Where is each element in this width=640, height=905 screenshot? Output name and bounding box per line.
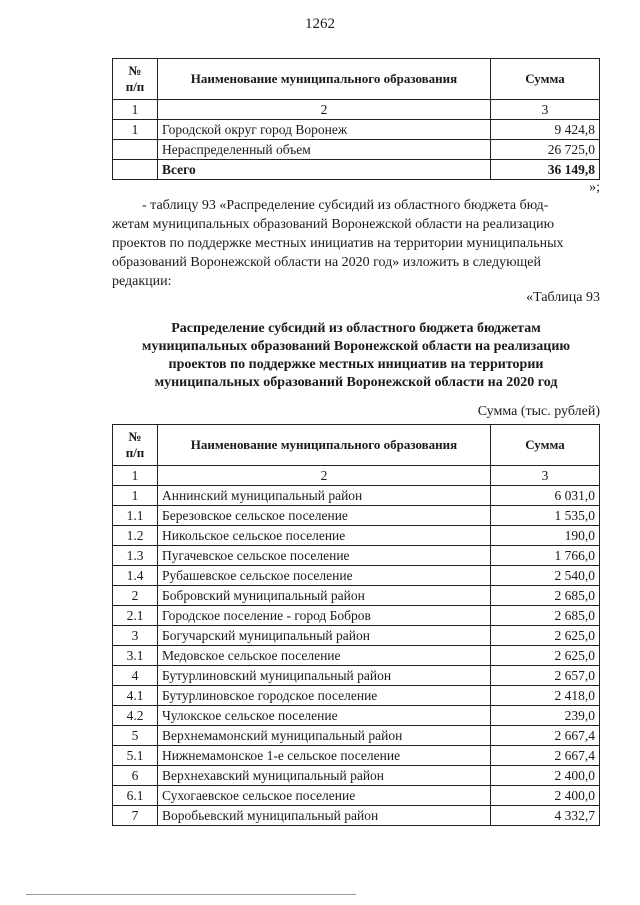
- table-row: [113, 706, 600, 726]
- table-header-row: [113, 425, 600, 466]
- row-sum: 2 667,4: [491, 746, 600, 766]
- table-row: [113, 546, 600, 566]
- row-number: 1.2: [113, 526, 158, 546]
- row-name: Городское поселение - город Бобров: [158, 606, 491, 626]
- row-number: 3.1: [113, 646, 158, 666]
- row-sum: 4 332,7: [491, 806, 600, 826]
- row-name: Бутурлиновское городское поселение: [158, 686, 491, 706]
- table-label: «Таблица 93: [526, 290, 600, 305]
- row-number: 1: [113, 120, 158, 140]
- table-row: [113, 486, 600, 506]
- row-number: 6.1: [113, 786, 158, 806]
- table-row: [113, 786, 600, 806]
- row-sum: 6 031,0: [491, 486, 600, 506]
- total-row: [113, 160, 600, 180]
- row-sum: 2 625,0: [491, 646, 600, 666]
- closing-mark: »;: [589, 180, 600, 195]
- row-sum: 2 418,0: [491, 686, 600, 706]
- index-cell: 3: [491, 466, 600, 486]
- table-title: [112, 320, 600, 392]
- table-row: [113, 526, 600, 546]
- row-name: Никольское сельское поселение: [158, 526, 491, 546]
- total-label: Всего: [158, 160, 491, 180]
- units-label: Сумма (тыс. рублей): [477, 404, 600, 419]
- row-number: 4.1: [113, 686, 158, 706]
- row-sum: 2 667,4: [491, 726, 600, 746]
- row-name: Нижнемамонское 1-е сельское поселение: [158, 746, 491, 766]
- footer-divider: [26, 894, 356, 895]
- paragraph-line: жетам муниципальных образований Воронежской области на реализацию: [112, 217, 555, 232]
- row-sum: 9 424,8: [491, 120, 600, 140]
- row-number: 5.1: [113, 746, 158, 766]
- row-sum: 2 400,0: [491, 766, 600, 786]
- row-number: 5: [113, 726, 158, 746]
- paragraph-line: - таблицу 93 «Распределение субсидий из областного бюджета бюд-: [142, 198, 549, 213]
- row-name: Бутурлиновский муниципальный район: [158, 666, 491, 686]
- table-row: [113, 626, 600, 646]
- row-name: Березовское сельское поселение: [158, 506, 491, 526]
- row-name: Богучарский муниципальный район: [158, 626, 491, 646]
- table-row: [113, 746, 600, 766]
- table-index-row: [113, 100, 600, 120]
- row-name: Сухогаевское сельское поселение: [158, 786, 491, 806]
- row-sum: 2 685,0: [491, 586, 600, 606]
- total-number: [113, 160, 158, 180]
- index-cell: 1: [113, 466, 158, 486]
- row-name: Медовское сельское поселение: [158, 646, 491, 666]
- row-number: 7: [113, 806, 158, 826]
- table-row: [113, 726, 600, 746]
- table-row: [113, 606, 600, 626]
- header-name: Наименование муниципального образования: [158, 425, 491, 466]
- table-row: [113, 140, 600, 160]
- title-line: муниципальных образований Воронежской области на 2020 год: [154, 375, 558, 390]
- row-name: Чулокское сельское поселение: [158, 706, 491, 726]
- title-line: муниципальных образований Воронежской области на реализацию: [141, 339, 571, 354]
- table-row: [113, 686, 600, 706]
- row-number: 4: [113, 666, 158, 686]
- row-name: Воробьевский муниципальный район: [158, 806, 491, 826]
- row-number: 2.1: [113, 606, 158, 626]
- row-name: Аннинский муниципальный район: [158, 486, 491, 506]
- paragraph-line: образований Воронежской области на 2020 год» изложить в следующей: [112, 255, 542, 270]
- row-name: Городской округ город Воронеж: [158, 120, 491, 140]
- header-name: Наименование муниципального образования: [158, 59, 491, 100]
- row-sum: 2 540,0: [491, 566, 600, 586]
- title-line: Распределение субсидий из областного бюджета бюджетам: [171, 321, 541, 336]
- row-number: 3: [113, 626, 158, 646]
- row-number: 4.2: [113, 706, 158, 726]
- table-row: [113, 506, 600, 526]
- header-number: № п/п: [113, 59, 158, 100]
- row-sum: 190,0: [491, 526, 600, 546]
- row-sum: 2 657,0: [491, 666, 600, 686]
- row-sum: 1 766,0: [491, 546, 600, 566]
- header-number: № п/п: [113, 425, 158, 466]
- row-name: Пугачевское сельское поселение: [158, 546, 491, 566]
- row-number: 1.4: [113, 566, 158, 586]
- amendment-paragraph: [112, 196, 600, 291]
- index-cell: 2: [158, 100, 491, 120]
- table-header-row: [113, 59, 600, 100]
- row-number: 2: [113, 586, 158, 606]
- table-row: [113, 766, 600, 786]
- row-sum: 239,0: [491, 706, 600, 726]
- row-number: 1.3: [113, 546, 158, 566]
- table-row: [113, 806, 600, 826]
- index-cell: 2: [158, 466, 491, 486]
- row-number: 6: [113, 766, 158, 786]
- paragraph-line: редакции:: [112, 274, 172, 289]
- table-row: [113, 666, 600, 686]
- row-number: 1: [113, 486, 158, 506]
- table-93: [112, 424, 600, 826]
- header-sum: Сумма: [491, 59, 600, 100]
- table-row: [113, 586, 600, 606]
- row-sum: 2 625,0: [491, 626, 600, 646]
- row-name: Верхнемамонский муниципальный район: [158, 726, 491, 746]
- index-cell: 3: [491, 100, 600, 120]
- row-name: Верхнехавский муниципальный район: [158, 766, 491, 786]
- total-sum: 36 149,8: [491, 160, 600, 180]
- table-row: [113, 566, 600, 586]
- row-sum: 26 725,0: [491, 140, 600, 160]
- row-number: [113, 140, 158, 160]
- table-index-row: [113, 466, 600, 486]
- table-row: [113, 120, 600, 140]
- row-sum: 2 685,0: [491, 606, 600, 626]
- table-row: [113, 646, 600, 666]
- page-number: 1262: [305, 16, 335, 32]
- row-sum: 2 400,0: [491, 786, 600, 806]
- row-name: Бобровский муниципальный район: [158, 586, 491, 606]
- row-name: Нераспределенный объем: [158, 140, 491, 160]
- index-cell: 1: [113, 100, 158, 120]
- paragraph-line: проектов по поддержке местных инициатив на территории муниципальных: [112, 236, 564, 251]
- row-number: 1.1: [113, 506, 158, 526]
- title-line: проектов по поддержке местных инициатив на территории: [168, 357, 544, 372]
- row-sum: 1 535,0: [491, 506, 600, 526]
- header-sum: Сумма: [491, 425, 600, 466]
- row-name: Рубашевское сельское поселение: [158, 566, 491, 586]
- previous-table: [112, 58, 600, 180]
